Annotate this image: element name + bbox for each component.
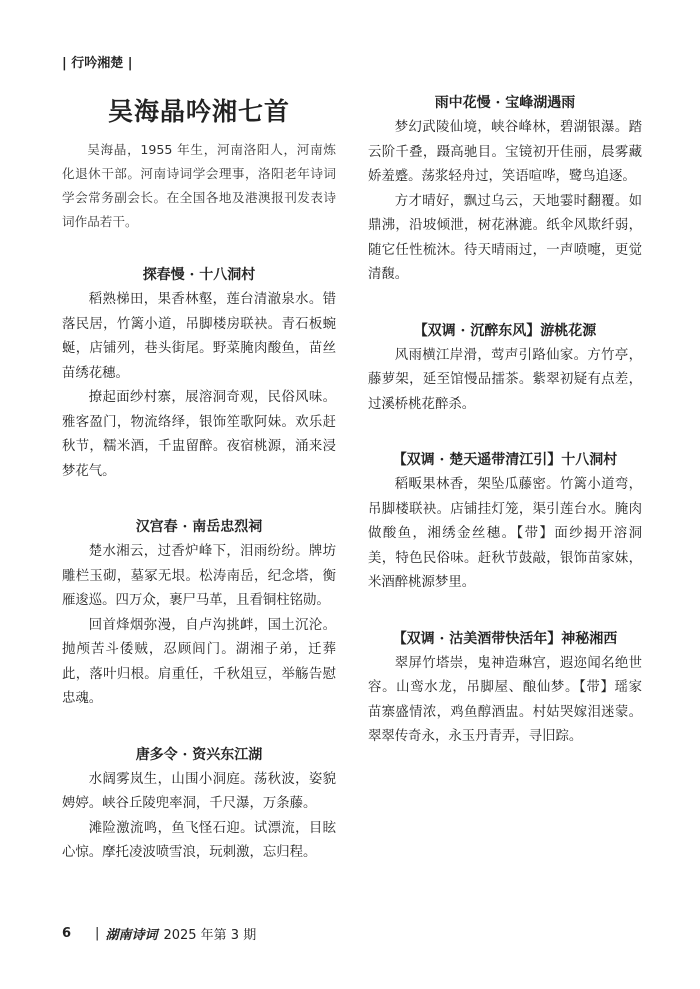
poem-title: 汉宫春 · 南岳忠烈祠 xyxy=(135,519,263,535)
poem-stanza: 梦幻武陵仙境，峡谷峰林，碧湖银瀑。踏云阶千叠，蹑高驰目。宝镜初开佳丽，晨雾藏娇羞蹙。荡浆轻舟过，笑语喧哗，鹭鸟追逐。 xyxy=(368,120,642,184)
poem-3 xyxy=(62,744,336,866)
poem-stanza: 稻熟梯田，果香林壑，莲台清澈泉水。错落民居，竹篱小道，吊脚楼房联袂。青石板蜿蜒，店铺列，巷头街尾。野菜腌肉酸鱼，苗丝苗绣花穗。 xyxy=(62,292,336,381)
poem-title: 【双调 · 沉醉东风】游桃花源 xyxy=(413,322,597,339)
poem-4 xyxy=(368,92,642,288)
poem-stanza: 稻畈果林香，架坠瓜藤密。竹篱小道弯，吊脚楼联袂。店铺挂灯笼，渠引莲台水。腌肉做酸鱼，湘绣金丝穗。【带】面纱揭开溶洞美，特色民俗味。赶秋节鼓敲，银饰苗家妹，米酒醉桃源梦里。 xyxy=(368,477,642,590)
poem-stanza: 水阔雾岚生，山围小洞庭。荡秋波，姿貌娉婷。峡谷丘陵兜率洞，千尺瀑，万条藤。 xyxy=(62,771,336,811)
poem-title: 【双调 · 楚天遥带清江引】十八洞村 xyxy=(392,452,618,468)
journal-name: 湖南诗词 xyxy=(105,928,158,943)
poem-stanza: 滩险激流鸣，鱼飞怪石迎。试漂流，目眩心惊。摩托凌波喷雪浪，玩刺激，忘归程。 xyxy=(62,820,336,860)
author-bio: 吴海晶，1955 年生，河南洛阳人，河南炼化退休干部。河南诗词学会理事，洛阳老年诗词学会常务副会长。在全国各地及港澳报刊发表诗词作品若干。 xyxy=(62,142,336,229)
poem-1 xyxy=(62,264,336,484)
poem-stanza: 方才晴好，飘过乌云，天地霎时翻覆。如鼎沸，沿坡倾泄，树花淋漉。纸伞风欺纤弱，随它任性梳沐。待天晴雨过，一声喷嚏，更觉清馥。 xyxy=(368,193,642,282)
issue-label: 2025 年第 3 期 xyxy=(163,928,257,943)
left-column xyxy=(62,92,336,898)
poem-stanza: 撩起面纱村寨，展溶洞奇观，民俗风味。雅客盈门，物流络绎，银饰笙歌阿妹。欢乐赶秋节，糯米酒，千盅留醉。夜宿桃源，涌来浸梦花气。 xyxy=(62,390,336,479)
page-footer xyxy=(62,924,256,943)
poem-stanza: 风雨横江岸滑，莺声引路仙家。方竹亭，藤萝架，延至馆慢品擂茶。紫翠初疑有点差，过溪桥桃花醉杀。 xyxy=(368,347,642,412)
poem-stanza: 回首烽烟弥漫，自卢沟挑衅，国土沉沦。抛颅苦斗倭贼，忍顾闾门。湖湘子弟，迁葬此，落叶归根。肩重任，千秋俎豆，举觞告慰忠魂。 xyxy=(62,617,336,706)
poem-title: 【双调 · 沽美酒带快活年】神秘湘西 xyxy=(392,630,618,647)
poem-title: 唐多令 · 资兴东江湖 xyxy=(135,746,263,763)
article-title: 吴海晶吟湘七首 xyxy=(107,97,290,126)
poem-6 xyxy=(368,449,642,596)
poem-stanza: 楚水湘云，过香炉峰下，泪雨纷纷。牌坊雕栏玉砌，墓冢无垠。松涛南岳，纪念塔，衡雁逡巡。四万众，裹尸马革，且看铜柱铭勋。 xyxy=(62,544,336,608)
section-tag: | 行吟湘楚 | xyxy=(62,56,133,71)
poem-title: 探春慢 · 十八洞村 xyxy=(142,267,256,283)
poem-7 xyxy=(368,628,642,750)
poem-2 xyxy=(62,516,336,712)
poem-stanza: 翠屏竹塔崇，鬼神造琳宫，遐迩闻名绝世容。山鸾水龙，吊脚屋、酿仙梦。【带】瑶家苗寨盛情浓，鸡鱼醇酒盅。村姑哭嫁泪迷蒙。翠翠传奇永，永玉丹青弄，寻旧踪。 xyxy=(368,655,642,744)
footer-separator: | xyxy=(95,926,100,941)
page-number: 6 xyxy=(62,926,72,941)
poem-5 xyxy=(368,320,642,418)
right-column xyxy=(368,92,642,782)
poem-title: 雨中花慢 · 宝峰湖遇雨 xyxy=(434,95,576,111)
